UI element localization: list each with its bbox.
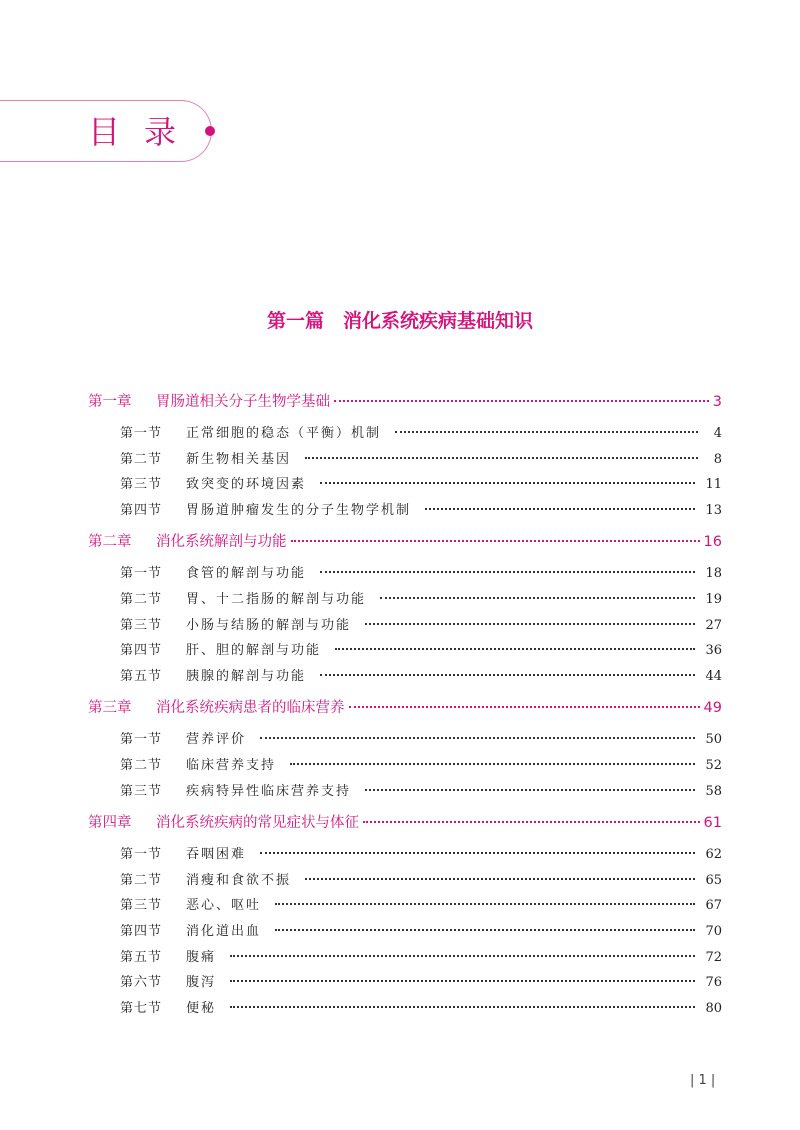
section-page: 58 [705, 783, 722, 799]
section-number: 第二节 [120, 591, 163, 607]
section-number: 第五节 [120, 668, 163, 684]
leader-dots [305, 878, 695, 880]
leader-dots [363, 821, 700, 823]
toc-section-row[interactable] [88, 448, 722, 474]
section-page: 70 [705, 923, 722, 939]
toc-section-row[interactable] [88, 843, 722, 869]
section-page: 52 [705, 757, 722, 773]
leader-dots [335, 648, 695, 650]
section-title: 食管的解剖与功能 [186, 566, 307, 582]
leader-dots [291, 540, 700, 542]
page-number: | 1 | [690, 1073, 716, 1088]
toc-chapter-row[interactable] [88, 530, 722, 558]
section-page: 65 [705, 872, 722, 888]
leader-dots [230, 955, 695, 957]
toc-chapter-row[interactable] [88, 811, 722, 839]
chapter-number: 第一章 [88, 394, 132, 410]
section-page: 36 [705, 643, 722, 659]
leader-dots [275, 903, 695, 905]
toc-section-row[interactable] [88, 920, 722, 946]
chapter-title: 消化系统疾病的常见症状与体征 [156, 815, 359, 832]
chapter-page: 3 [712, 394, 722, 410]
section-number: 第四节 [120, 923, 163, 939]
section-page: 44 [705, 668, 722, 684]
toc-section-row[interactable] [88, 473, 722, 499]
leader-dots [275, 929, 695, 931]
toc-section-list [88, 418, 722, 530]
section-page: 19 [705, 591, 722, 607]
section-title: 吞咽困难 [186, 847, 247, 863]
toc-section-row[interactable] [88, 499, 722, 525]
section-page: 13 [705, 502, 722, 518]
section-number: 第三节 [120, 898, 163, 914]
section-title: 腹痛 [186, 949, 217, 965]
toc-chapter-row[interactable] [88, 390, 722, 418]
toc-section-row[interactable] [88, 971, 722, 997]
toc-section-row[interactable] [88, 728, 722, 754]
toc-section-row[interactable] [88, 614, 722, 640]
leader-dots [365, 789, 695, 791]
toc-section-row[interactable] [88, 588, 722, 614]
section-title: 致突变的环境因素 [186, 477, 307, 493]
section-page: 76 [705, 975, 722, 991]
section-title: 消化道出血 [186, 923, 262, 939]
section-number: 第二节 [120, 451, 163, 467]
section-title: 胃肠道肿瘤发生的分子生物学机制 [186, 502, 412, 518]
section-title: 临床营养支持 [186, 757, 277, 773]
toc-section-row[interactable] [88, 946, 722, 972]
toc-section-row[interactable] [88, 997, 722, 1023]
section-number: 第三节 [120, 617, 163, 633]
leader-dots [320, 482, 695, 484]
toc-section-row[interactable] [88, 894, 722, 920]
leader-dots [425, 508, 695, 510]
leader-dots [260, 852, 695, 854]
chapter-page: 16 [703, 534, 722, 551]
section-number: 第一节 [120, 732, 163, 748]
section-number: 第三节 [120, 477, 163, 493]
chapter-title: 消化系统解剖与功能 [156, 534, 287, 551]
section-number: 第六节 [120, 975, 163, 991]
leader-dots [320, 571, 695, 573]
toc-section-row[interactable] [88, 754, 722, 780]
section-page: 4 [713, 426, 722, 441]
section-number: 第一节 [120, 566, 163, 582]
section-title: 恶心、呕吐 [186, 898, 262, 914]
section-number: 第四节 [120, 502, 163, 518]
section-page: 18 [705, 566, 722, 582]
section-number: 第二节 [120, 872, 163, 888]
section-number: 第五节 [120, 949, 163, 965]
section-number: 第四节 [120, 643, 163, 659]
section-page: 50 [705, 732, 722, 748]
section-page: 80 [705, 1000, 722, 1016]
chapter-title: 胃肠道相关分子生物学基础 [156, 394, 330, 410]
leader-dots [395, 431, 698, 433]
toc-section-row[interactable] [88, 780, 722, 806]
section-page: 62 [705, 847, 722, 863]
leader-dots [334, 400, 709, 402]
section-title: 正常细胞的稳态（平衡）机制 [186, 426, 382, 441]
page-title: 目录 [88, 113, 201, 151]
toc-section-row[interactable] [88, 665, 722, 691]
section-page: 11 [705, 477, 722, 493]
toc-section-list [88, 558, 722, 696]
section-number: 第七节 [120, 1000, 163, 1016]
title-dot-icon [205, 126, 215, 136]
leader-dots [230, 980, 695, 982]
leader-dots [260, 737, 695, 739]
toc-section-row[interactable] [88, 562, 722, 588]
section-number: 第三节 [120, 783, 163, 799]
leader-dots [380, 597, 695, 599]
section-title: 营养评价 [186, 732, 247, 748]
section-page: 72 [705, 949, 722, 965]
leader-dots [305, 457, 698, 459]
chapter-page: 49 [703, 700, 722, 717]
chapter-number: 第三章 [88, 700, 132, 717]
section-number: 第一节 [120, 847, 163, 863]
section-title: 腹泻 [186, 975, 217, 991]
chapter-number: 第二章 [88, 534, 132, 551]
section-number: 第二节 [120, 757, 163, 773]
leader-dots [320, 674, 695, 676]
table-of-contents [88, 390, 722, 1028]
part-title: 第一篇 消化系统疾病基础知识 [266, 310, 533, 332]
toc-section-row[interactable] [88, 422, 722, 448]
section-title: 胃、十二指肠的解剖与功能 [186, 591, 367, 607]
toc-chapter-row[interactable] [88, 696, 722, 724]
section-page: 27 [705, 617, 722, 633]
section-page: 8 [713, 451, 722, 467]
leader-dots [290, 763, 695, 765]
section-page: 67 [705, 898, 722, 914]
chapter-page: 61 [703, 815, 722, 832]
leader-dots [365, 623, 695, 625]
leader-dots [230, 1006, 695, 1008]
section-title: 小肠与结肠的解剖与功能 [186, 617, 352, 633]
section-title: 疾病特异性临床营养支持 [186, 783, 352, 799]
chapter-number: 第四章 [88, 815, 132, 832]
section-title: 肝、胆的解剖与功能 [186, 643, 322, 659]
section-title: 胰腺的解剖与功能 [186, 668, 307, 684]
section-title: 便秘 [186, 1000, 217, 1016]
section-number: 第一节 [120, 426, 163, 441]
chapter-title: 消化系统疾病患者的临床营养 [156, 700, 345, 717]
toc-section-list [88, 724, 722, 811]
leader-dots [349, 706, 700, 708]
section-title: 新生物相关基因 [186, 451, 292, 467]
toc-section-list [88, 839, 722, 1028]
toc-section-row[interactable] [88, 639, 722, 665]
section-title: 消瘦和食欲不振 [186, 872, 292, 888]
toc-section-row[interactable] [88, 869, 722, 895]
